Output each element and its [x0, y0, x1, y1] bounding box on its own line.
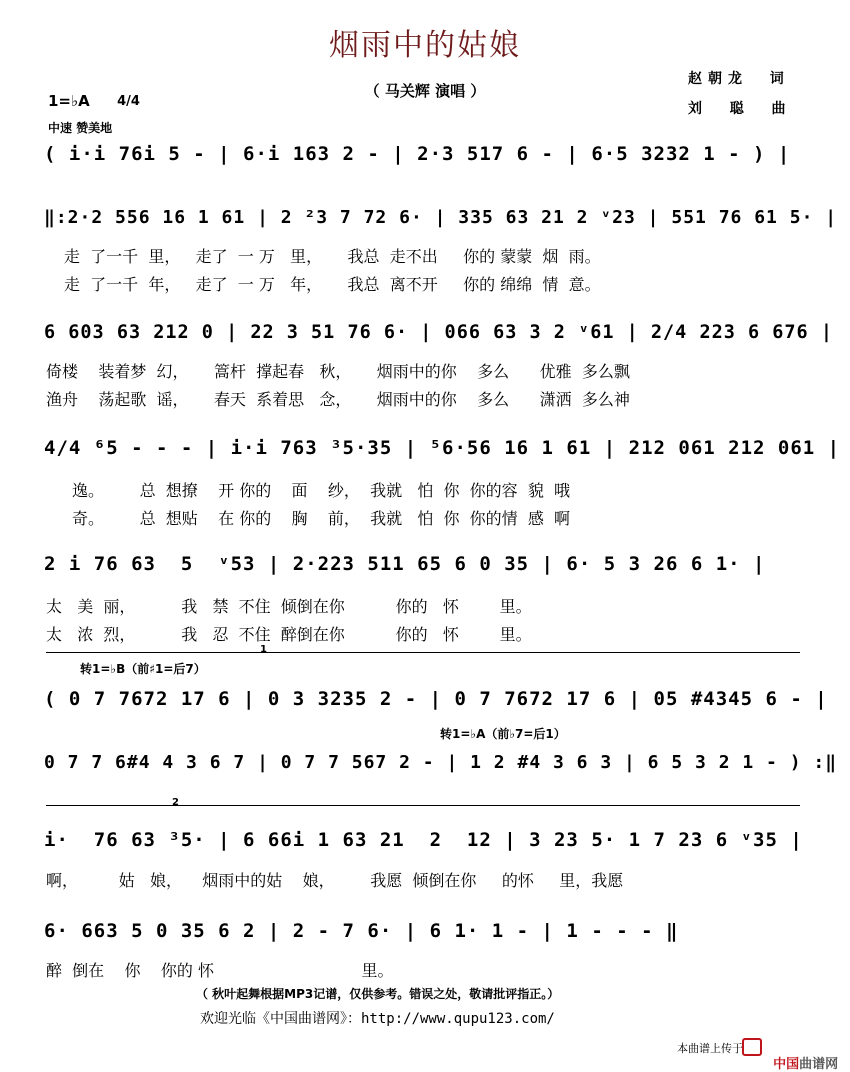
score-row-3-lyric-1: 倚楼 装着梦 幻， 篙杆 撑起春 秋， 烟雨中的你 多么 优雅 多么飘	[46, 362, 630, 381]
score-row-7-notes: 0 7 7 6#4 4 3 6 7 | 0 7 7 567 2 - | 1 2 #4 3 6 3 | 6 5 3 2 1 - ) :‖	[44, 752, 838, 773]
volta-1-label: 1	[260, 644, 267, 655]
score-row-9-notes: 6· 663 5 0 35 6 2 | 2 - 7 6· | 6 1· 1 - | 1 - - - ‖	[44, 920, 679, 942]
volta-2-bracket	[46, 805, 800, 806]
key-signature: 1=♭A	[48, 92, 90, 110]
score-row-1-notes: ( i·i 76i 5 - | 6·i 163 2 - | 2·3 517 6 - | 6·5 3232 1 - ) |	[44, 143, 791, 165]
score-row-3-lyric-2: 渔舟 荡起歌 谣， 春天 系着思 念， 烟雨中的你 多么 潇洒 多么神	[46, 390, 630, 409]
welcome-link[interactable]: 欢迎光临《中国曲谱网》：http://www.qupu123.com/	[200, 1011, 555, 1027]
singer-subtitle: （ 马关辉 演唱 ）	[364, 82, 486, 100]
transcription-note: （ 秋叶起舞根据MP3记谱，仅供参考。错误之处，敬请批评指正。）	[196, 987, 560, 1001]
score-row-8-notes: i· 76 63 ³5· | 6 66i 1 63 21 2 12 | 3 23 5· 1 7 23 6 ᵛ35 |	[44, 829, 803, 851]
score-row-4-lyric-2: 奇。 总 想贴 在 你的 胸 前， 我就 怕 你 你的情 感 啊	[72, 509, 571, 528]
modulation-to-a: 转1=♭A（前♭7=后1）	[440, 727, 566, 741]
volta-2-label: 2	[172, 797, 179, 808]
site-brand-part-1: 中国	[773, 1057, 800, 1072]
score-row-5-lyric-1: 太 美 丽， 我 禁 不住 倾倒在你 你的 怀 里。	[46, 597, 532, 616]
upload-note: 本曲谱上传于	[677, 1042, 743, 1055]
score-row-9-lyric-1: 醉 倒在 你 你的 怀 里。	[46, 961, 394, 980]
score-row-3-notes: 6 603 63 212 0 | 22 3 51 76 6· | 066 63 3 2 ᵛ61 | 2/4 223 6 676 |	[44, 322, 833, 343]
score-row-4-notes: 4/4 ⁶5 - - - | i·i 763 ³5·35 | ⁵6·56 16 1 61 | 212 061 212 061 |	[44, 437, 841, 459]
score-row-6-notes: ( 0 7 7672 17 6 | 0 3 3235 2 - | 0 7 7672 17 6 | 05 #4345 6 - |	[44, 688, 828, 710]
volta-1-bracket	[46, 652, 800, 653]
time-signature	[108, 84, 140, 109]
score-row-2-lyric-2: 走 了一千 年， 走了 一 万 年， 我总 离不开 你的 绵绵 情 意。	[64, 275, 601, 294]
score-row-2-lyric-1: 走 了一千 里， 走了 一 万 里， 我总 走不出 你的 蒙蒙 烟 雨。	[64, 247, 601, 266]
score-row-4-lyric-1: 逸。 总 想撩 开 你的 面 纱， 我就 怕 你 你的容 貌 哦	[72, 481, 571, 500]
song-title: 烟雨中的姑娘	[329, 28, 521, 63]
site-brand-part-2: 曲谱网	[799, 1057, 839, 1072]
composer-credit: 刘 聪 曲	[688, 101, 792, 117]
score-row-8-lyric-1: 啊， 姑 娘， 烟雨中的姑 娘， 我愿 倾倒在你 的怀 里，我愿	[46, 871, 624, 890]
site-brand[interactable]	[764, 1038, 838, 1072]
score-row-5-lyric-2: 太 浓 烈， 我 忍 不住 醉倒在你 你的 怀 里。	[46, 625, 532, 644]
score-row-2-notes: ‖:2·2 556 16 1 61 | 2 ²3 7 72 6· | 335 63 21 2 ᵛ23 | 551 76 61 5· |	[44, 207, 838, 228]
modulation-to-b: 转1=♭B（前♯1=后7）	[80, 662, 206, 676]
score-row-5-notes: 2 i 76 63 5 ᵛ53 | 2·223 511 65 6 0 35 | 6· 5 3 26 6 1· |	[44, 553, 766, 575]
qupu-logo-icon	[742, 1038, 762, 1056]
lyricist-credit: 赵朝龙 词	[688, 71, 790, 87]
tempo-marking: 中速 赞美地	[48, 121, 113, 135]
time-signature-text: 4/4	[117, 94, 140, 109]
